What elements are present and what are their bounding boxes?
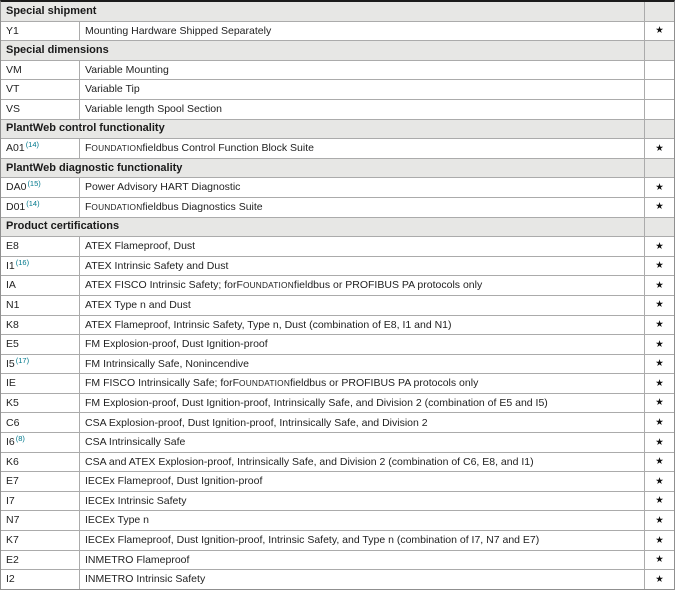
- table-row: [1, 413, 674, 433]
- option-code-cell: [1, 394, 80, 413]
- table-row: [1, 511, 674, 531]
- table-row: [1, 316, 674, 336]
- option-description: FM Explosion-proof, Dust Ignition-proof: [80, 335, 645, 354]
- option-code: VS: [6, 103, 21, 116]
- option-code-cell: [1, 276, 80, 295]
- table-row: [1, 374, 674, 394]
- table-row: [1, 100, 674, 120]
- availability-star: ★: [655, 279, 664, 291]
- table-row: [1, 335, 674, 355]
- footnote-superscript: (14): [25, 140, 40, 150]
- option-description: FM Intrinsically Safe, Nonincendive: [80, 355, 645, 374]
- option-code: I5: [6, 357, 15, 370]
- option-code-cell: [1, 61, 80, 80]
- availability-empty: [645, 61, 674, 80]
- table-row: [1, 453, 674, 473]
- option-description: IECEx Flameproof, Dust Ignition-proof, Intrinsic Safety, and Type n (combination of I7, N7 and E7): [80, 531, 645, 550]
- option-description: INMETRO Flameproof: [80, 551, 645, 570]
- section-header-row: [1, 41, 674, 61]
- section-header-label: Product certifications: [1, 218, 645, 237]
- table-row: [1, 296, 674, 316]
- table-row: [1, 355, 674, 375]
- option-code-cell: [1, 472, 80, 491]
- availability-column-cell: [645, 218, 674, 237]
- option-code: N1: [6, 298, 20, 311]
- option-code-cell: [1, 198, 80, 217]
- availability-star: ★: [655, 436, 664, 448]
- table-row: [1, 551, 674, 571]
- availability-star: ★: [655, 181, 664, 193]
- table-row: [1, 139, 674, 159]
- availability-star: ★: [655, 260, 664, 272]
- section-header-label: PlantWeb diagnostic functionality: [1, 159, 645, 178]
- option-code-cell: [1, 316, 80, 335]
- option-code: K7: [6, 534, 19, 547]
- table-row: [1, 570, 674, 589]
- option-code-cell: [1, 296, 80, 315]
- option-code-cell: [1, 80, 80, 99]
- option-description: FOUNDATION fieldbus Diagnostics Suite: [80, 198, 645, 217]
- availability-star: ★: [655, 514, 664, 526]
- availability-column-cell: [645, 159, 674, 178]
- table-row: [1, 198, 674, 218]
- option-code-cell: [1, 492, 80, 511]
- option-code-cell: [1, 413, 80, 432]
- foundation-smallcaps: FOUNDATION: [232, 377, 291, 390]
- foundation-smallcaps: FOUNDATION: [236, 279, 294, 292]
- table-row: [1, 178, 674, 198]
- option-description: CSA Intrinsically Safe: [80, 433, 645, 452]
- table-row: [1, 237, 674, 257]
- option-description: Power Advisory HART Diagnostic: [80, 178, 645, 197]
- option-code: C6: [6, 416, 20, 429]
- option-code-cell: [1, 237, 80, 256]
- option-code: IE: [6, 377, 16, 390]
- option-code-cell: [1, 22, 80, 41]
- option-description: IECEx Flameproof, Dust Ignition-proof: [80, 472, 645, 491]
- section-header-label: PlantWeb control functionality: [1, 120, 645, 139]
- option-code: E7: [6, 475, 19, 488]
- table-row: [1, 22, 674, 42]
- section-header-label: Special dimensions: [1, 41, 645, 60]
- option-code: E2: [6, 553, 19, 566]
- option-description: INMETRO Intrinsic Safety: [80, 570, 645, 589]
- option-description: Variable length Spool Section: [80, 100, 645, 119]
- availability-star: ★: [655, 338, 664, 350]
- option-code: DA0: [6, 181, 27, 194]
- option-description: Mounting Hardware Shipped Separately: [80, 22, 645, 41]
- option-code: K6: [6, 455, 19, 468]
- availability-empty: [645, 100, 674, 119]
- option-code: I1: [6, 259, 15, 272]
- option-description: IECEx Type n: [80, 511, 645, 530]
- availability-star: ★: [655, 534, 664, 546]
- section-header-row: [1, 218, 674, 238]
- section-header-label: Special shipment: [1, 2, 645, 21]
- option-code-cell: [1, 551, 80, 570]
- option-description: Variable Mounting: [80, 61, 645, 80]
- availability-star: ★: [655, 573, 664, 585]
- option-code: E8: [6, 240, 19, 253]
- foundation-smallcaps: FOUNDATION: [85, 142, 143, 155]
- availability-column-cell: [645, 2, 674, 21]
- option-description: ATEX FISCO Intrinsic Safety; for FOUNDATION fieldbus or PROFIBUS PA protocols only: [80, 276, 645, 295]
- table-row: [1, 394, 674, 414]
- option-code: N7: [6, 514, 20, 527]
- option-description: FM Explosion-proof, Dust Ignition-proof, Intrinsically Safe, and Division 2 (combination of E5 and I5): [80, 394, 645, 413]
- availability-star: ★: [655, 201, 664, 213]
- option-code-cell: [1, 335, 80, 354]
- option-code-cell: [1, 257, 80, 276]
- option-description: ATEX Intrinsic Safety and Dust: [80, 257, 645, 276]
- option-code: Y1: [6, 24, 19, 37]
- availability-star: ★: [655, 495, 664, 507]
- footnote-superscript: (16): [15, 257, 30, 267]
- option-code: VT: [6, 83, 20, 96]
- option-description: ATEX Flameproof, Intrinsic Safety, Type n, Dust (combination of E8, I1 and N1): [80, 316, 645, 335]
- option-code-cell: [1, 570, 80, 589]
- option-code: I7: [6, 494, 15, 507]
- option-description: CSA Explosion-proof, Dust Ignition-proof, Intrinsically Safe, and Division 2: [80, 413, 645, 432]
- option-code: E5: [6, 338, 19, 351]
- availability-star: ★: [655, 142, 664, 154]
- option-code: K8: [6, 318, 19, 331]
- footnote-superscript: (17): [15, 355, 30, 365]
- option-description: ATEX Flameproof, Dust: [80, 237, 645, 256]
- option-description: Variable Tip: [80, 80, 645, 99]
- section-header-row: [1, 2, 674, 22]
- option-code: A01: [6, 142, 25, 155]
- availability-star: ★: [655, 299, 664, 311]
- table-row: [1, 433, 674, 453]
- availability-star: ★: [655, 319, 664, 331]
- availability-star: ★: [655, 417, 664, 429]
- option-description: IECEx Intrinsic Safety: [80, 492, 645, 511]
- availability-column-cell: [645, 41, 674, 60]
- availability-empty: [645, 80, 674, 99]
- option-code-cell: [1, 511, 80, 530]
- availability-star: ★: [655, 240, 664, 252]
- footnote-superscript: (15): [27, 179, 41, 189]
- footnote-superscript: (8): [15, 434, 25, 444]
- section-header-row: [1, 120, 674, 140]
- availability-star: ★: [655, 25, 664, 37]
- availability-star: ★: [655, 358, 664, 370]
- option-code-cell: [1, 374, 80, 393]
- option-code: K5: [6, 396, 19, 409]
- option-code-cell: [1, 139, 80, 158]
- option-code-cell: [1, 100, 80, 119]
- option-description: CSA and ATEX Explosion-proof, Intrinsically Safe, and Division 2 (combination of C6, E8, and I1): [80, 453, 645, 472]
- option-code-cell: [1, 453, 80, 472]
- availability-star: ★: [655, 397, 664, 409]
- option-description: ATEX Type n and Dust: [80, 296, 645, 315]
- table-row: [1, 531, 674, 551]
- option-code-cell: [1, 178, 80, 197]
- option-code: IA: [6, 279, 16, 292]
- option-description: FOUNDATION fieldbus Control Function Block Suite: [80, 139, 645, 158]
- option-code: I2: [6, 573, 15, 586]
- option-code-cell: [1, 433, 80, 452]
- table-row: [1, 80, 674, 100]
- table-row: [1, 61, 674, 81]
- availability-star: ★: [655, 377, 664, 389]
- option-code-cell: [1, 531, 80, 550]
- footnote-superscript: (14): [26, 198, 40, 208]
- availability-star: ★: [655, 475, 664, 487]
- table-row: [1, 276, 674, 296]
- table-row: [1, 257, 674, 277]
- option-code: I6: [6, 436, 15, 449]
- option-description: FM FISCO Intrinsically Safe; for FOUNDATION fieldbus or PROFIBUS PA protocols only: [80, 374, 645, 393]
- table-row: [1, 472, 674, 492]
- option-code: VM: [6, 63, 22, 76]
- foundation-smallcaps: FOUNDATION: [85, 200, 143, 213]
- availability-star: ★: [655, 456, 664, 468]
- option-code: D01: [6, 200, 26, 213]
- availability-column-cell: [645, 120, 674, 139]
- section-header-row: [1, 159, 674, 179]
- option-code-cell: [1, 355, 80, 374]
- table-row: [1, 492, 674, 512]
- availability-star: ★: [655, 554, 664, 566]
